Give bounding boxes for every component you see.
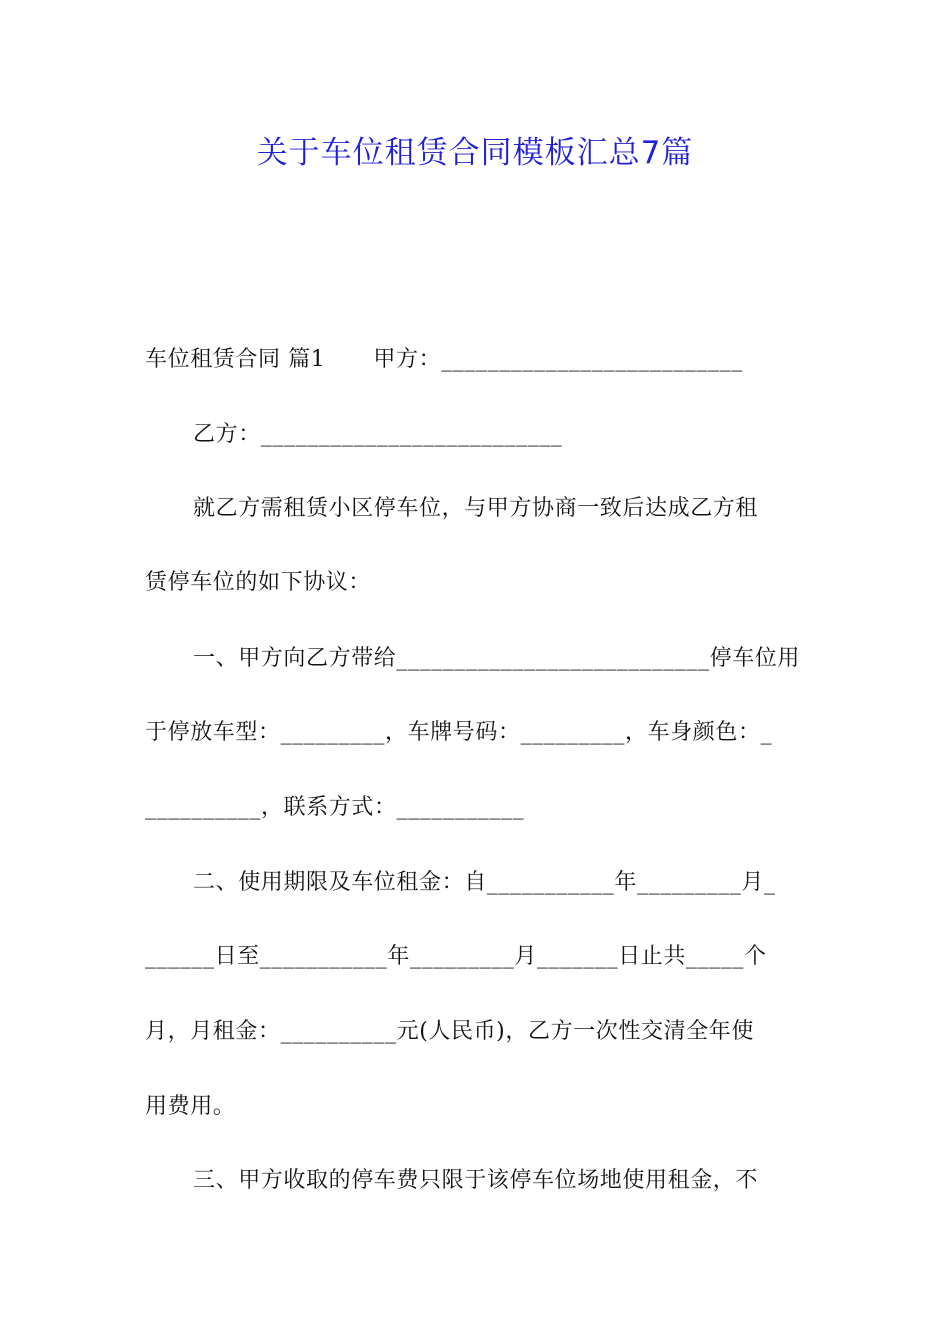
clause-three-line: 三、甲方收取的停车费只限于该停车位场地使用租金，不 (193, 1168, 759, 1193)
document-title: 关于车位租赁合同模板汇总7篇 (256, 135, 694, 171)
party-a-field: 甲方：__________________________ (373, 347, 743, 372)
clause-two-line: 用费用。 (145, 1094, 236, 1119)
clause-two-line: ______日至___________年_________月_______日止共_____个 (145, 944, 767, 969)
clause-two-line: 二、使用期限及车位租金：自___________年_________月_ (193, 870, 776, 895)
clause-one-line: 一、甲方向乙方带给___________________________停车位用 (193, 646, 801, 671)
contract-section-label: 车位租赁合同 篇1 (145, 347, 326, 372)
party-b-line: 乙方：__________________________ (193, 422, 563, 447)
clause-one-line: 于停放车型：_________，车牌号码：_________，车身颜色：_ (145, 720, 773, 745)
paragraph-line: 赁停车位的如下协议： (145, 570, 372, 595)
clause-one-line: __________，联系方式：___________ (145, 795, 525, 820)
paragraph-line: 就乙方需租赁小区停车位，与甲方协商一致后达成乙方租 (193, 496, 759, 521)
contract-heading-line (145, 345, 743, 375)
clause-two-line: 月，月租金：__________元(人民币)，乙方一次性交清全年使 (145, 1019, 754, 1044)
